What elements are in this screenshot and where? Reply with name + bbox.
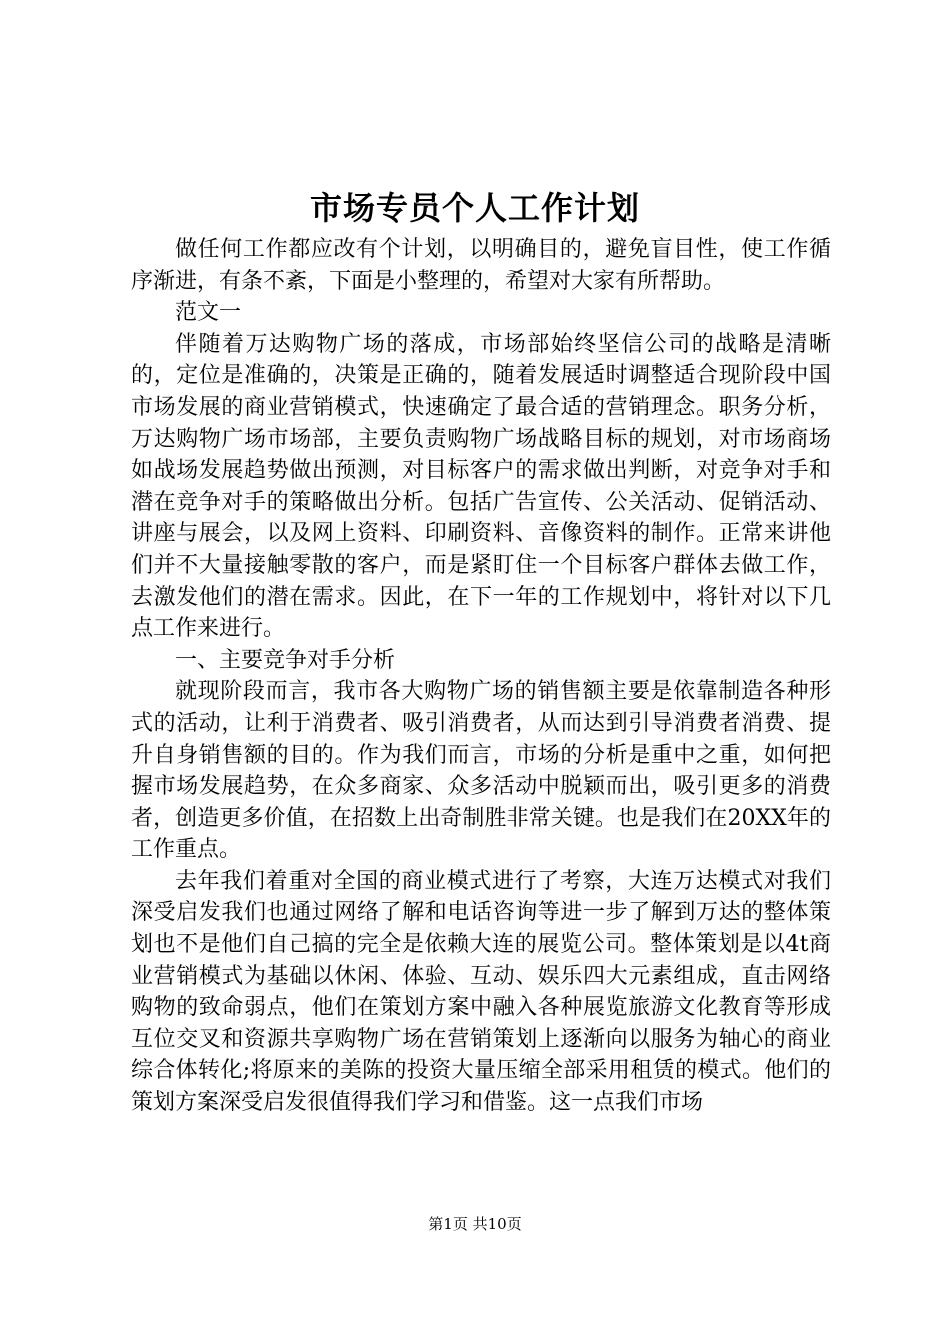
paragraph-intro: 做任何工作都应改有个计划，以明确目的，避免盲目性，使工作循序渐进，有条不紊，下面是小整理的，希望对大家有所帮助。 [131,237,831,294]
page-footer: 第1页 共10页 [428,1215,522,1233]
paragraph-sample-label: 范文一 [175,300,242,326]
document-title: 市场专员个人工作计划 [309,189,640,227]
paragraph-competitor-analysis: 就现阶段而言，我市各大购物广场的销售额主要是依靠制造各种形式的活动，让利于消费者、吸引消费者，从而达到引导消费者消费、提升自身销售额的目的。作为我们而言，市场的分析是重中之重，如何把握市场发展趋势，在众多商家、众多活动中脱颖而出，吸引更多的消费者，创造更多价值，在招数上出奇制胜非常关键。也是我们在20XX年的工作重点。 [131,679,831,863]
document-body [131,234,831,1119]
paragraph-business-model-study: 去年我们着重对全国的商业模式进行了考察，大连万达模式对我们深受启发我们也通过网络了解和电话咨询等进一步了解到万达的整体策划也不是他们自己搞的完全是依赖大连的展览公司。整体策划是以4t商业营销模式为基础以休闲、体验、互动、娱乐四大元素组成，直击网络购物的致命弱点，他们在策划方案中融入各种展览旅游文化教育等形成互位交叉和资源共享购物广场在营销策划上逐渐向以服务为轴心的商业综合体转化;将原来的美陈的投资大量压缩全部采用租赁的模式。他们的策划方案深受启发很值得我们学习和借鉴。这一点我们市场 [131,868,831,1116]
section-heading-competitor-analysis: 一、主要竞争对手分析 [175,647,396,673]
paragraph-market-overview: 伴随着万达购物广场的落成，市场部始终坚信公司的战略是清晰的，定位是准确的，决策是正确的，随着发展适时调整适合现阶段中国市场发展的商业营销模式，快速确定了最合适的营销理念。职务分析，万达购物广场市场部，主要负责购物广场战略目标的规划，对市场商场如战场发展趋势做出预测，对目标客户的需求做出判断，对竞争对手和潜在竞争对手的策略做出分析。包括广告宣传、公关活动、促销活动、讲座与展会，以及网上资料、印刷资料、音像资料的制作。正常来讲他们并不大量接触零散的客户，而是紧盯住一个目标客户群体去做工作，去激发他们的潜在需求。因此，在下一年的工作规划中，将针对以下几点工作来进行。 [131,331,831,642]
